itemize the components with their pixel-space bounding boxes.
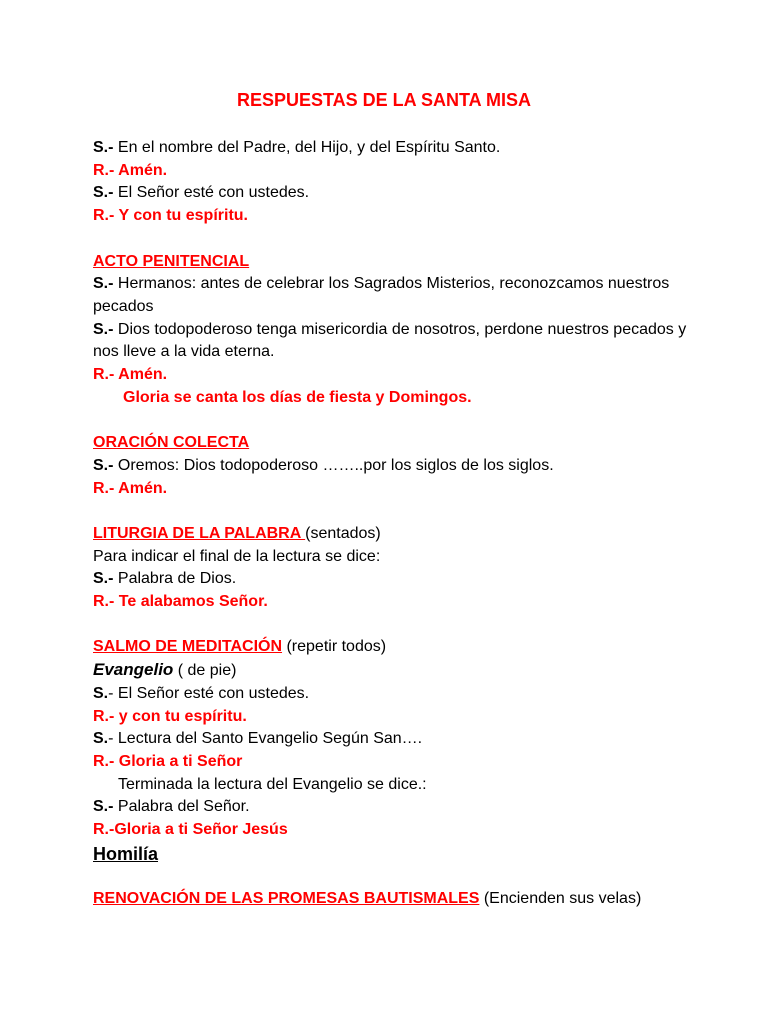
evangelio-s3 <box>93 796 693 819</box>
salmo-heading-line <box>93 636 693 659</box>
speaker-label: S.- <box>93 320 114 338</box>
liturgia-heading-line <box>93 523 693 546</box>
acto-heading: ACTO PENITENCIAL <box>93 252 250 270</box>
colecta-s <box>93 455 693 478</box>
evangelio-heading: Evangelio <box>93 660 174 680</box>
liturgia-intro: Para indicar el final de la lectura se dice: <box>93 547 381 565</box>
spacer <box>93 614 693 637</box>
intro-r2: R.- Y con tu espíritu. <box>93 207 248 225</box>
speaker-label: S. <box>93 684 109 702</box>
speaker-label: S.- <box>93 275 114 293</box>
evangelio-s1-text: - El Señor esté con ustedes. <box>108 684 310 702</box>
intro-r1: R.- Amén. <box>93 161 168 179</box>
acto-gloria-note: Gloria se canta los días de fiesta y Domingos. <box>123 388 472 406</box>
colecta-r: R.- Amén. <box>93 479 168 497</box>
page-title: RESPUESTAS DE LA SANTA MISA <box>236 90 532 110</box>
evangelio-terminada: Terminada la lectura del Evangelio se dice.: <box>118 775 427 793</box>
speaker-label: S. <box>93 730 109 748</box>
evangelio-r1: R.- y con tu espíritu. <box>93 707 247 725</box>
acto-r1: R.- Amén. <box>93 366 168 384</box>
colecta-heading: ORACIÓN COLECTA <box>93 434 250 452</box>
intro-s1 <box>93 137 693 160</box>
evangelio-r2: R.- Gloria a ti Señor <box>93 752 243 770</box>
spacer <box>93 500 693 523</box>
speaker-label: S.- <box>93 184 114 202</box>
liturgia-s-text: Palabra de Dios. <box>113 570 237 588</box>
intro-s2 <box>93 182 693 205</box>
renovacion-note: (Encienden sus velas) <box>479 890 642 908</box>
speaker-label: S.- <box>93 570 114 588</box>
renovacion-heading: RENOVACIÓN DE LAS PROMESAS BAUTISMALES <box>93 890 480 908</box>
spacer <box>93 866 693 889</box>
speaker-label: S.- <box>93 456 114 474</box>
evangelio-s1 <box>93 683 693 706</box>
document-body <box>93 137 693 911</box>
evangelio-note: ( de pie) <box>173 662 237 680</box>
salmo-note: (repetir todos) <box>282 638 387 656</box>
liturgia-heading: LITURGIA DE LA PALABRA <box>93 524 306 542</box>
acto-s1 <box>93 273 693 318</box>
intro-s2-text: El Señor esté con ustedes. <box>113 184 310 202</box>
spacer <box>93 409 693 432</box>
colecta-s-text: Oremos: Dios todopoderoso ……..por los siglos de los siglos. <box>113 456 554 474</box>
homilia-heading: Homilía <box>93 843 159 864</box>
evangelio-r3: R.-Gloria a ti Señor Jesús <box>93 821 288 839</box>
renovacion-line <box>93 888 693 911</box>
speaker-label: S.- <box>93 798 114 816</box>
intro-s1-text: En el nombre del Padre, del Hijo, y del Espíritu Santo. <box>113 139 501 156</box>
evangelio-heading-line <box>93 659 693 683</box>
spacer <box>93 228 693 251</box>
acto-s2-text: Dios todopoderoso tenga misericordia de nosotros, perdone nuestros pecados y nos lleve a la vida eterna. <box>93 320 687 361</box>
liturgia-r: R.- Te alabamos Señor. <box>93 593 268 611</box>
evangelio-s3-text: Palabra del Señor. <box>113 798 250 816</box>
salmo-heading: SALMO DE MEDITACIÓN <box>93 638 283 656</box>
liturgia-note: (sentados) <box>305 524 381 542</box>
acto-s2 <box>93 319 693 364</box>
evangelio-s2-text: - Lectura del Santo Evangelio Según San…. <box>108 730 423 748</box>
evangelio-s2 <box>93 728 693 751</box>
speaker-label: S.- <box>93 139 114 156</box>
liturgia-s <box>93 568 693 591</box>
acto-s1-text: Hermanos: antes de celebrar los Sagrados Misterios, reconozcamos nuestros pecados <box>93 275 670 315</box>
